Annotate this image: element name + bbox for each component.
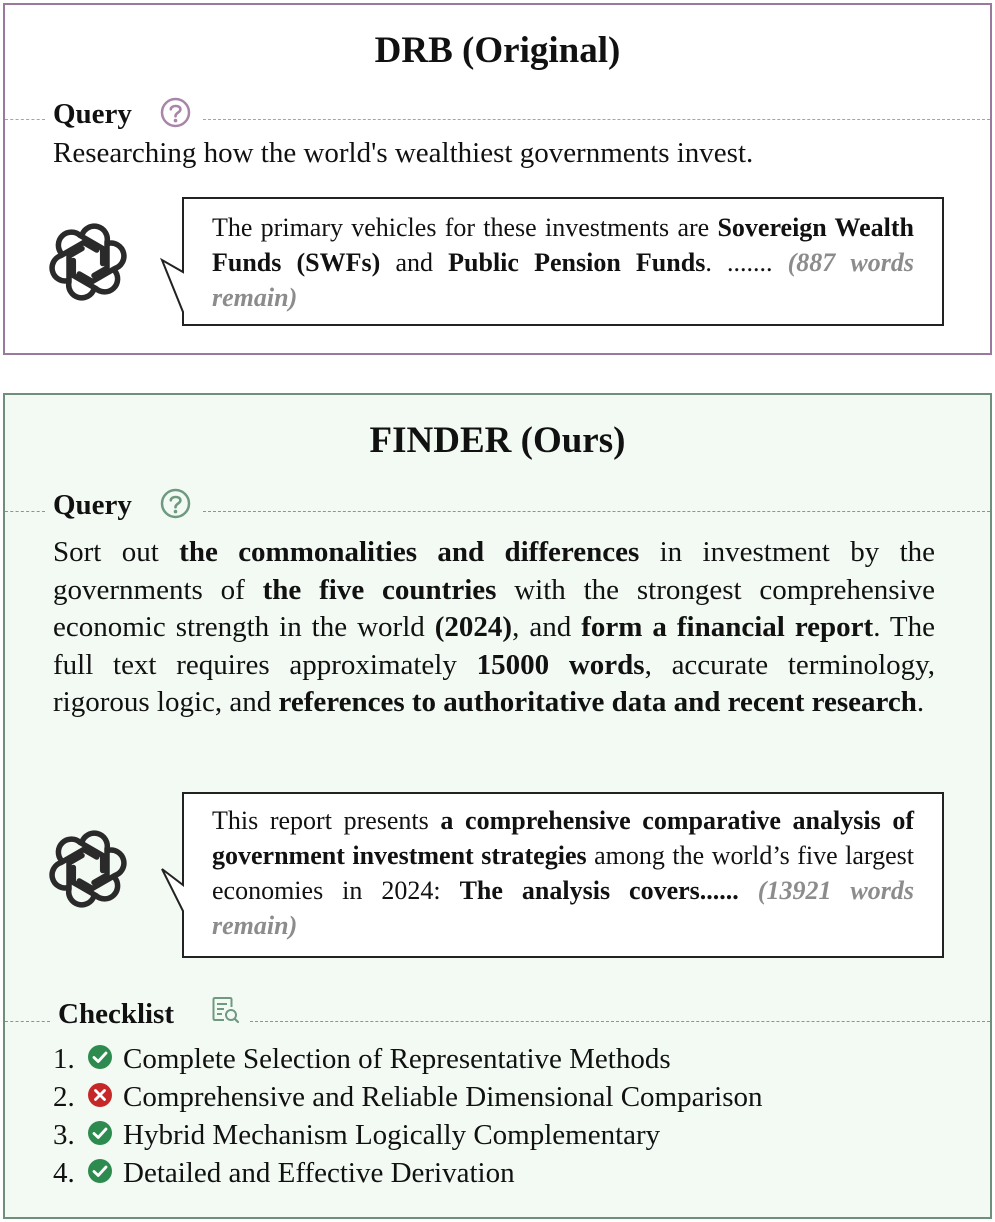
original-response-text <box>212 210 914 315</box>
check-pass-icon <box>87 1043 123 1079</box>
response-segment: among the world’s five largest economies in 2024: <box>212 841 914 905</box>
response-segment: . ....... <box>705 248 788 277</box>
checklist-number: 2. <box>53 1081 75 1113</box>
check-pass-icon <box>87 1157 123 1193</box>
original-title: DRB (Original) <box>374 30 621 71</box>
ours-title: FINDER (Ours) <box>369 420 626 461</box>
checklist-text: Comprehensive and Reliable Dimensional Comparison <box>123 1081 763 1113</box>
question-circle-icon <box>160 488 191 524</box>
checklist-item <box>53 1079 763 1117</box>
response-segment: The primary vehicles for these investments are <box>212 213 718 242</box>
response-segment <box>739 876 758 905</box>
openai-logo-icon <box>48 829 128 909</box>
checklist-search-icon <box>211 996 241 1031</box>
query-segment: , and <box>512 611 582 644</box>
query-divider-left <box>5 511 45 512</box>
checklist-divider-right <box>250 1021 990 1022</box>
query-segment-bold: the commonalities and differences <box>179 536 640 568</box>
checklist-text: Detailed and Effective Derivation <box>123 1157 515 1189</box>
ours-response-text <box>212 803 914 943</box>
query-segment: Sort out <box>53 536 180 568</box>
query-divider-left <box>5 119 45 120</box>
query-segment: . The full text requires approximately <box>53 611 936 681</box>
response-segment-bold: Public Pension Funds <box>448 248 706 277</box>
check-fail-icon <box>87 1081 123 1117</box>
query-segment-bold: the five countries <box>262 573 497 606</box>
query-segment-bold: form a financial report <box>581 611 874 644</box>
original-query-label: Query <box>53 98 132 130</box>
response-segment-bold: The analysis covers...... <box>459 876 739 905</box>
ours-query-label: Query <box>53 489 132 521</box>
ours-query-text <box>53 534 935 722</box>
remaining-words-note: (13921 words remain) <box>212 876 914 940</box>
checklist-text: Hybrid Mechanism Logically Complementary <box>123 1119 661 1151</box>
response-segment: This report presents <box>212 806 441 835</box>
checklist-number: 3. <box>53 1119 75 1151</box>
query-segment: with the strongest comprehensive economic strength in the world <box>53 573 935 644</box>
response-segment: and <box>380 248 449 277</box>
original-query-text: Researching how the world's wealthiest governments invest. <box>53 137 754 169</box>
checklist-text: Complete Selection of Representative Methods <box>123 1043 671 1075</box>
query-segment-bold: 15000 words <box>476 648 645 681</box>
check-pass-icon <box>87 1119 123 1155</box>
query-divider-right <box>203 511 990 512</box>
question-circle-icon <box>160 97 191 133</box>
checklist-item <box>53 1041 671 1079</box>
query-segment: , accurate terminology, rigorous logic, and <box>53 648 935 719</box>
query-segment: . <box>916 686 925 719</box>
remaining-words-note: (887 words remain) <box>212 248 914 312</box>
query-divider-right <box>203 119 990 120</box>
response-segment-bold: a comprehensive comparative analysis of government investment strategies <box>212 806 914 870</box>
query-segment-bold: (2024) <box>434 611 513 644</box>
checklist-number: 4. <box>53 1157 75 1189</box>
query-segment-bold: references to authoritative data and recent research <box>278 686 917 719</box>
query-segment: in investment by the governments of <box>53 536 935 606</box>
checklist-divider-left <box>5 1021 50 1022</box>
openai-logo-icon <box>48 222 128 302</box>
checklist-item <box>53 1155 515 1193</box>
checklist-item <box>53 1117 660 1155</box>
response-segment-bold: Sovereign Wealth Funds (SWFs) <box>212 213 914 277</box>
checklist-number: 1. <box>53 1043 75 1075</box>
checklist-label: Checklist <box>58 998 174 1030</box>
